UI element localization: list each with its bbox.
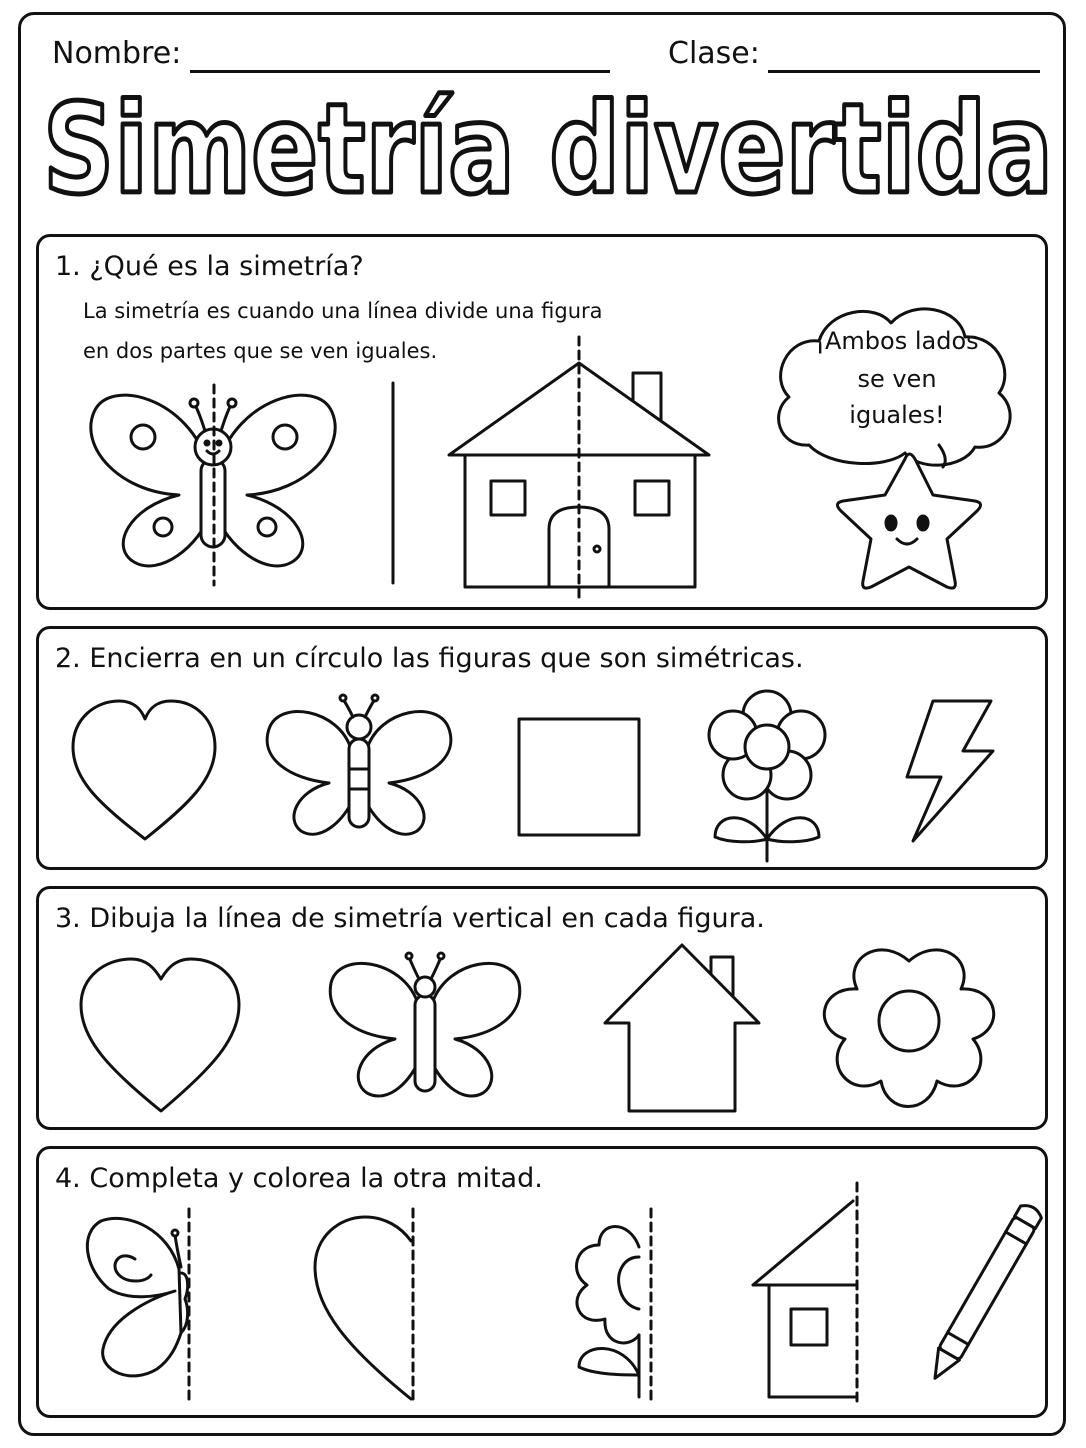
bubble-line1: ¡Ambos lados xyxy=(815,327,979,355)
section-1 xyxy=(36,234,1048,610)
flower-icon[interactable] xyxy=(709,691,825,861)
name-line[interactable] xyxy=(190,70,610,73)
section-4 xyxy=(36,1146,1048,1418)
section-1-text-line1: La simetría es cuando una línea divide una figura xyxy=(83,299,603,323)
butterfly-icon[interactable] xyxy=(267,695,451,834)
class-line[interactable] xyxy=(768,70,1040,73)
section-2-art xyxy=(39,629,1051,873)
page-title xyxy=(38,80,1058,220)
name-label: Nombre: xyxy=(52,36,182,71)
section-3 xyxy=(36,886,1048,1130)
section-3-title: 3. Dibuja la línea de simetría vertical en cada figura. xyxy=(55,903,765,934)
half-house-icon[interactable] xyxy=(753,1201,855,1397)
square-icon[interactable] xyxy=(519,719,639,835)
butterfly-icon[interactable] xyxy=(330,953,520,1096)
lightning-bolt-icon[interactable] xyxy=(907,701,993,841)
house-icon[interactable] xyxy=(605,945,759,1111)
bubble-line2: se ven xyxy=(857,365,937,393)
half-flower-icon[interactable] xyxy=(577,1227,639,1398)
half-butterfly-icon[interactable] xyxy=(87,1218,187,1375)
section-1-text-line2: en dos partes que se ven iguales. xyxy=(83,339,438,363)
title-text: Simetría divertida xyxy=(43,80,1053,220)
crayon-icon xyxy=(925,1202,1044,1385)
class-label: Clase: xyxy=(668,36,760,71)
section-1-title: 1. ¿Qué es la simetría? xyxy=(55,251,364,282)
heart-icon[interactable] xyxy=(73,701,215,839)
star-icon xyxy=(837,454,980,588)
flower-icon[interactable] xyxy=(824,950,993,1107)
section-2 xyxy=(36,626,1048,870)
bubble-line3: iguales! xyxy=(849,401,945,429)
section-4-title: 4. Completa y colorea la otra mitad. xyxy=(55,1163,543,1194)
section-4-art xyxy=(39,1149,1051,1421)
section-2-title: 2. Encierra en un círculo las figuras que son simétricas. xyxy=(55,643,804,674)
section-3-art xyxy=(39,889,1051,1133)
half-heart-icon[interactable] xyxy=(315,1217,411,1399)
header-row xyxy=(32,28,1042,78)
heart-icon[interactable] xyxy=(81,959,239,1111)
